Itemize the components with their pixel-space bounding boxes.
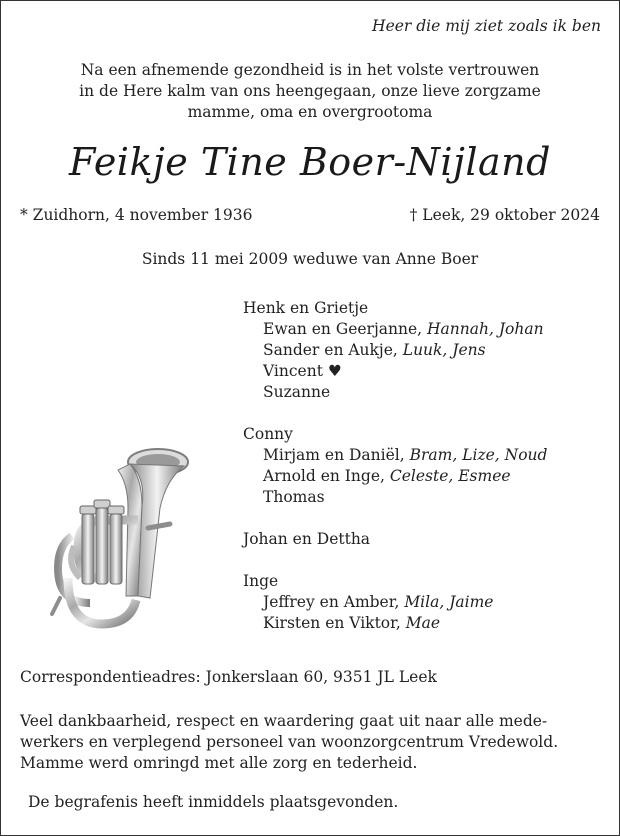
member-children: Luuk, Jens: [402, 341, 486, 359]
member-name: Sander en Aukje,: [263, 341, 398, 359]
family-member: [243, 340, 547, 361]
family-member: [243, 487, 547, 508]
family-head: Henk en Grietje: [243, 299, 369, 317]
correspondence-address: Correspondentieadres: Jonkerslaan 60, 9351 JL Leek: [20, 668, 437, 686]
family-list: [243, 298, 547, 634]
deceased-name: Feikje Tine Boer-Nijland: [69, 140, 551, 184]
member-name: Suzanne: [263, 383, 331, 401]
family-member: [243, 445, 547, 466]
thanks-line: werkers en verplegend personeel van woonzorgcentrum Vredewold.: [20, 733, 559, 751]
member-children: Mila, Jaime: [404, 593, 494, 611]
widow-line: Sinds 11 mei 2009 weduwe van Anne Boer: [141, 250, 479, 268]
baritone-horn-image: [38, 428, 208, 643]
family-head: Inge: [243, 572, 279, 590]
family-member: [243, 319, 547, 340]
member-children: Mae: [405, 614, 440, 632]
family-head: Johan en Dettha: [243, 530, 371, 548]
thanks-line: Veel dankbaarheid, respect en waardering gaat uit naar alle mede-: [20, 712, 548, 730]
member-children: Bram, Lize, Noud: [409, 446, 548, 464]
member-children: Hannah, Johan: [427, 320, 544, 338]
family-member: [243, 382, 547, 403]
burial-note: De begrafenis heeft inmiddels plaatsgevonden.: [28, 793, 399, 811]
family-member: [243, 592, 547, 613]
member-name: Vincent ♥: [263, 362, 342, 380]
death-info: † Leek, 29 oktober 2024: [409, 206, 600, 224]
family-member: [243, 361, 547, 382]
intro-text: [0, 60, 620, 123]
member-children: Celeste, Esmee: [389, 467, 511, 485]
thanks-line: Mamme werd omringd met alle zorg en tederheid.: [20, 754, 418, 772]
thanks-text: [20, 711, 558, 774]
intro-line: Na een afnemende gezondheid is in het volste vertrouwen: [80, 61, 540, 79]
spacer: [243, 403, 547, 424]
spacer: [243, 550, 547, 571]
member-name: Ewan en Geerjanne,: [263, 320, 423, 338]
family-member: [243, 613, 547, 634]
member-name: Kirsten en Viktor,: [263, 614, 401, 632]
motto: Heer die mij ziet zoals ik ben: [372, 17, 601, 35]
member-name: Mirjam en Daniël,: [263, 446, 405, 464]
member-name: Jeffrey en Amber,: [263, 593, 400, 611]
spacer: [243, 508, 547, 529]
family-member: [243, 466, 547, 487]
member-name: Thomas: [263, 488, 325, 506]
intro-line: in de Here kalm van ons heengegaan, onze lieve zorgzame: [79, 82, 541, 100]
family-head: Conny: [243, 425, 293, 443]
member-name: Arnold en Inge,: [263, 467, 385, 485]
intro-line: mamme, oma en overgrootoma: [187, 103, 433, 121]
birth-info: * Zuidhorn, 4 november 1936: [20, 206, 253, 224]
